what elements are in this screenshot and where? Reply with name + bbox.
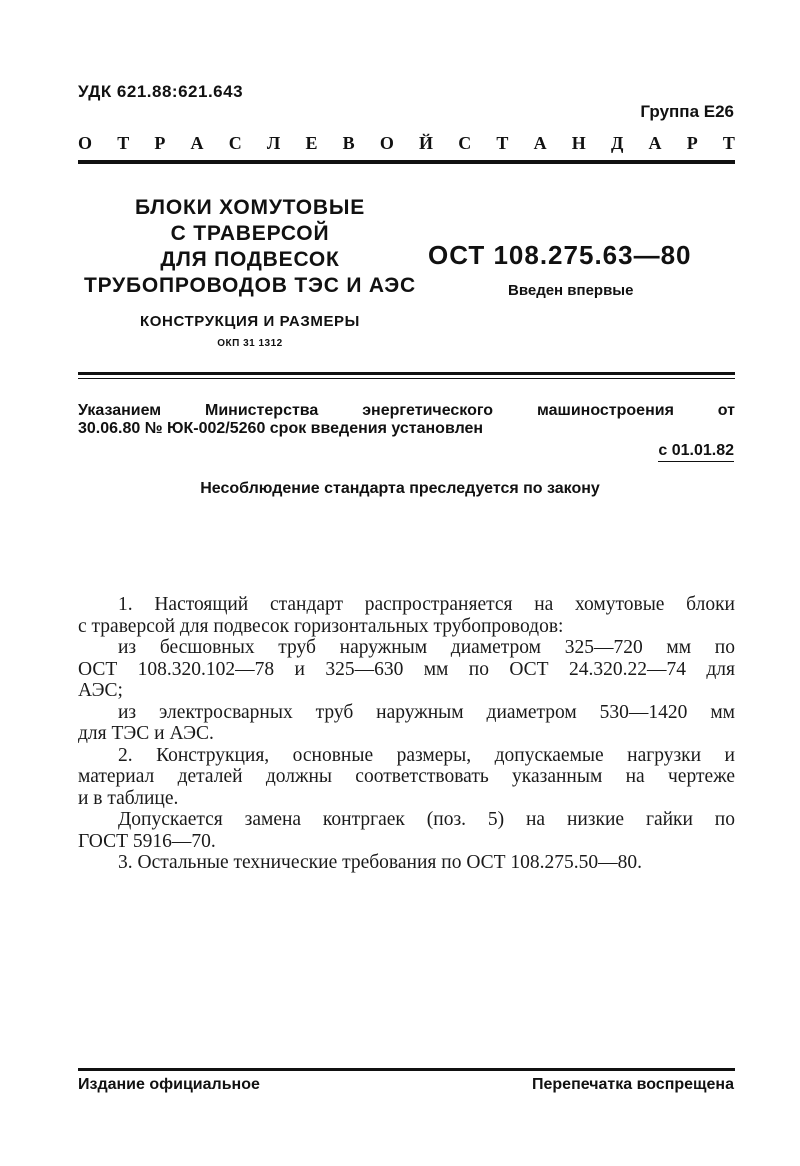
paragraph-line: и в таблице. xyxy=(78,787,179,809)
banner-letter: Е xyxy=(305,133,318,153)
banner-letter: В xyxy=(342,133,355,153)
banner-letter: Д xyxy=(610,133,624,153)
banner-letter: С xyxy=(458,133,472,153)
udk-code: УДК 621.88:621.643 xyxy=(78,82,244,101)
title-line: ДЛЯ ПОДВЕСОК xyxy=(160,248,340,271)
footer-official-edition: Издание официальное xyxy=(78,1076,260,1093)
paragraph-line: Допускается замена контргаек (поз. 5) на низкие гайки по xyxy=(118,809,735,830)
banner-letter: Р xyxy=(154,133,166,153)
banner-letter: Т xyxy=(496,133,509,153)
banner-letter: Т xyxy=(722,133,735,153)
paragraph-line: 3. Остальные технические требования по ОСТ 108.275.50—80. xyxy=(118,852,643,873)
standard-designation: ОСТ 108.275.63—80 xyxy=(428,240,692,270)
paragraph-line: 1. Настоящий стандарт распространяется на хомутовые блоки xyxy=(118,594,735,615)
title-line: БЛОКИ ХОМУТОВЫЕ xyxy=(134,196,366,219)
banner-rule xyxy=(78,160,735,164)
paragraph-line: с траверсой для подвесок горизонтальных трубопроводов: xyxy=(78,615,564,637)
title-subtitle: КОНСТРУКЦИЯ И РАЗМЕРЫ xyxy=(140,313,360,330)
paragraph-line: из электросварных труб наружным диаметром 530—1420 мм xyxy=(118,701,735,723)
decree-line-2: 30.06.80 № ЮК-002/5260 срок введения установлен xyxy=(78,420,484,437)
paragraph-line: из бесшовных труб наружным диаметром 325—720 мм по xyxy=(118,637,735,658)
banner-letter: Т xyxy=(117,133,130,153)
okp-code: ОКП 31 1312 xyxy=(217,338,283,349)
paragraph-line: ГОСТ 5916—70. xyxy=(78,830,216,852)
effective-date: с 01.01.82 xyxy=(658,442,734,462)
footer-rule xyxy=(78,1068,735,1071)
title-line: ТРУБОПРОВОДОВ ТЭС И АЭС xyxy=(83,274,417,297)
introduced-note: Введен впервые xyxy=(508,282,634,299)
section-rule-thin xyxy=(78,378,735,379)
banner-letter: О xyxy=(379,133,394,153)
banner-letter: Л xyxy=(266,133,281,153)
body-text xyxy=(78,594,735,874)
banner-letter: Р xyxy=(686,133,698,153)
paragraph-line: ОСТ 108.320.102—78 и 325—630 мм по ОСТ 24.320.22—74 для xyxy=(78,658,735,680)
banner-letter: О xyxy=(78,133,93,153)
banner-letter: Й xyxy=(419,133,434,153)
title-line: С ТРАВЕРСОЙ xyxy=(170,222,330,245)
banner-letter: А xyxy=(190,133,204,153)
title-block xyxy=(80,195,420,349)
section-rule xyxy=(78,372,735,375)
banner-letter: А xyxy=(533,133,547,153)
paragraph-line: 2. Конструкция, основные размеры, допускаемые нагрузки и xyxy=(118,744,735,766)
group-code: Группа Е26 xyxy=(640,102,734,121)
paragraph-line: материал деталей должны соответствовать указанным на чертеже xyxy=(78,766,735,787)
banner-letter: С xyxy=(228,133,242,153)
standard-banner xyxy=(78,133,735,154)
paragraph-line: АЭС; xyxy=(78,680,123,701)
decree-line-1: Указанием Министерства энергетического машиностроения от xyxy=(78,402,735,419)
legal-warning: Несоблюдение стандарта преследуется по закону xyxy=(200,480,600,497)
banner-letter: Н xyxy=(571,133,586,153)
banner-letter: А xyxy=(648,133,662,153)
paragraph-line: для ТЭС и АЭС. xyxy=(78,723,214,744)
footer-reprint-prohibited: Перепечатка воспрещена xyxy=(532,1076,734,1093)
